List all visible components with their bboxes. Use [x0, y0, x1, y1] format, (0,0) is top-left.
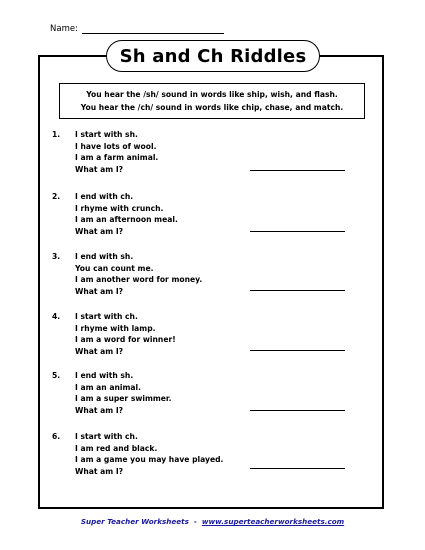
info-line-ch: You hear the /ch/ sound in words like chip, chase, and match. [80, 103, 344, 112]
riddle-question: What am I? [75, 286, 124, 296]
name-row [50, 24, 224, 34]
riddle-line: I am an animal. [75, 382, 141, 392]
riddle-question: What am I? [75, 164, 124, 174]
riddle-line: I am an afternoon meal. [75, 215, 178, 224]
riddle-line: I start with ch. [75, 432, 138, 441]
riddle-line: I am a game you may have played. [75, 455, 224, 464]
footer [0, 517, 425, 526]
footer-brand: Super Teacher Worksheets [80, 517, 189, 526]
riddle-line: I end with sh. [75, 371, 134, 380]
riddle-line: I am a super swimmer. [75, 394, 172, 403]
riddle-line: I am another word for money. [75, 275, 203, 284]
answer-line-4[interactable] [250, 350, 345, 351]
answer-line-5[interactable] [250, 410, 345, 411]
answer-line-1[interactable] [250, 170, 345, 171]
footer-separator: - [193, 517, 197, 526]
riddle-line: I rhyme with lamp. [75, 323, 156, 333]
riddle-line: I am red and black. [75, 443, 158, 453]
riddle-line: I start with sh. [75, 130, 138, 139]
riddle-question: What am I? [75, 405, 124, 415]
riddle-number: 3. [52, 252, 61, 261]
riddle-line: I rhyme with crunch. [75, 203, 164, 213]
riddle-number: 6. [52, 432, 61, 441]
riddle-question: What am I? [75, 466, 124, 476]
info-line-sh: You hear the /sh/ sound in words like ship, wish, and flash. [86, 90, 338, 99]
info-box [59, 83, 365, 119]
riddle-line: I end with sh. [75, 252, 134, 261]
answer-line-3[interactable] [250, 290, 345, 291]
footer-link[interactable]: www.superteacherworksheets.com [201, 517, 345, 526]
name-input-line[interactable] [82, 25, 224, 34]
page-title: Sh and Ch Riddles [119, 45, 307, 67]
riddle-line: I am a word for winner! [75, 335, 176, 344]
riddle-line: You can count me. [75, 263, 154, 273]
riddle-line: I have lots of wool. [75, 141, 157, 151]
riddle-question: What am I? [75, 226, 124, 236]
riddle-line: I start with ch. [75, 312, 138, 321]
answer-line-6[interactable] [250, 468, 345, 469]
riddle-number: 2. [52, 192, 61, 201]
riddle-number: 4. [52, 312, 61, 321]
answer-line-2[interactable] [250, 231, 345, 232]
riddle-number: 5. [52, 371, 61, 380]
riddle-line: I am a farm animal. [75, 153, 159, 162]
name-label: Name: [50, 24, 78, 34]
title-banner [106, 40, 320, 72]
riddle-line: I end with ch. [75, 192, 134, 201]
riddle-question: What am I? [75, 346, 124, 356]
riddle-number: 1. [52, 130, 61, 139]
